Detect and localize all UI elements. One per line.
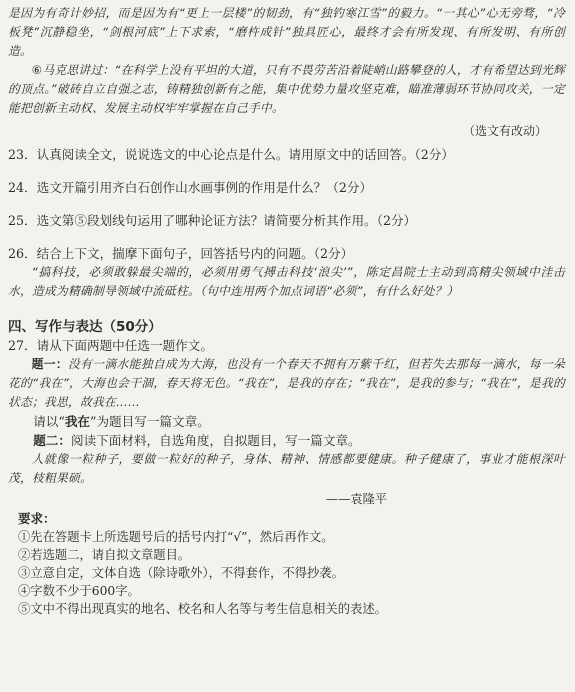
topic-two-label: 题二： bbox=[33, 433, 71, 448]
requirement-item: ④字数不少于600字。 bbox=[18, 584, 140, 598]
topic-one bbox=[8, 355, 565, 412]
passage-paragraph: ⑥马克思讲过：“在科学上没有平坦的大道，只有不畏劳苦沿着陡峭山路攀登的人，才有希望达到光辉的顶点。”破砖自立自强之志，铸精独创新有之能，集中优势力量攻坚克难，瞄准薄弱环节协同攻关，一定能把创新主动权、发展主动权牢牢掌握在自己手中。 bbox=[8, 63, 565, 115]
question-26-quote: “搞科技，必须敢躲最尖端的，必须用勇气搏击科技‘浪尖’”，陈定昌院士主动到高精尖领域中洼击水，造成为精确制导领域中流砥柱。（句中连用两个加点词语“必须”，有什么好处？） bbox=[8, 265, 565, 298]
topic-one-task-topic: 我在 bbox=[64, 414, 91, 429]
requirement-item: ②若选题二，请自拟文章题目。 bbox=[18, 548, 191, 562]
topic-one-text: 没有一滴水能独自成为大海，也没有一个春天不拥有万紫千红，但若失去那每一滴水，每一朵花的“我在”，大海也会干涸，春天将无色。“我在”，是我的存在；“我在”，是我的参与；“我在”，是我的状态；我思，故我在…… bbox=[8, 357, 566, 409]
question-25: 25．选文第⑤段划线句运用了哪种论证方法？请简要分析其作用。（2分） bbox=[8, 213, 417, 228]
source-note: （选文有改动） bbox=[462, 124, 547, 138]
question-26: 26．结合上下文，揣摩下面句子，回答括号内的问题。（2分） bbox=[8, 246, 354, 261]
requirement-item: ⑤文中不得出现真实的地名、校名和人名等与考生信息相关的表述。 bbox=[18, 602, 387, 616]
topic-two bbox=[8, 431, 565, 450]
topic-one-label: 题一： bbox=[31, 357, 68, 371]
requirements-title: 要求： bbox=[18, 511, 56, 526]
topic-one-task-pre: 请以“ bbox=[33, 414, 65, 429]
topic-one-task-post: ”为题目写一篇文章。 bbox=[90, 414, 210, 429]
quote-author: ——袁隆平 bbox=[326, 492, 387, 506]
requirement-item: ①先在答题卡上所选题号后的括号内打“√”，然后再作文。 bbox=[18, 530, 334, 544]
topic-one-task bbox=[8, 412, 565, 431]
topic-two-quote: 人就像一粒种子，要做一粒好的种子，身体、精神、情感都要健康。种子健康了，事业才能根深叶茂，枝粗果硕。 bbox=[8, 452, 565, 485]
requirement-item: ③立意自定，文体自选（除诗歌外），不得套作，不得抄袭。 bbox=[18, 566, 344, 580]
section-title: 四、写作与表达（50分） bbox=[8, 319, 162, 335]
question-23: 23．认真阅读全文，说说选文的中心论点是什么。请用原文中的话回答。（2分） bbox=[8, 147, 454, 162]
question-27: 27．请从下面两题中任选一题作文。 bbox=[8, 338, 213, 353]
question-24: 24．选文开篇引用齐白石创作山水画事例的作用是什么？（2分） bbox=[8, 180, 373, 195]
topic-two-text: 阅读下面材料，自选角度，自拟题目，写一篇文章。 bbox=[70, 433, 361, 448]
passage-paragraph: 是因为有奇计妙招，而是因为有“更上一层楼”的韧劲，有“独钓寒江雪”的毅力。“一其心”心无旁骛，“冷板凳”沉静稳坐，“剑根河底”上下求索，“磨杵成针”独具匠心，最终才会有所发现、有所发明、有所创造。 bbox=[8, 6, 565, 58]
